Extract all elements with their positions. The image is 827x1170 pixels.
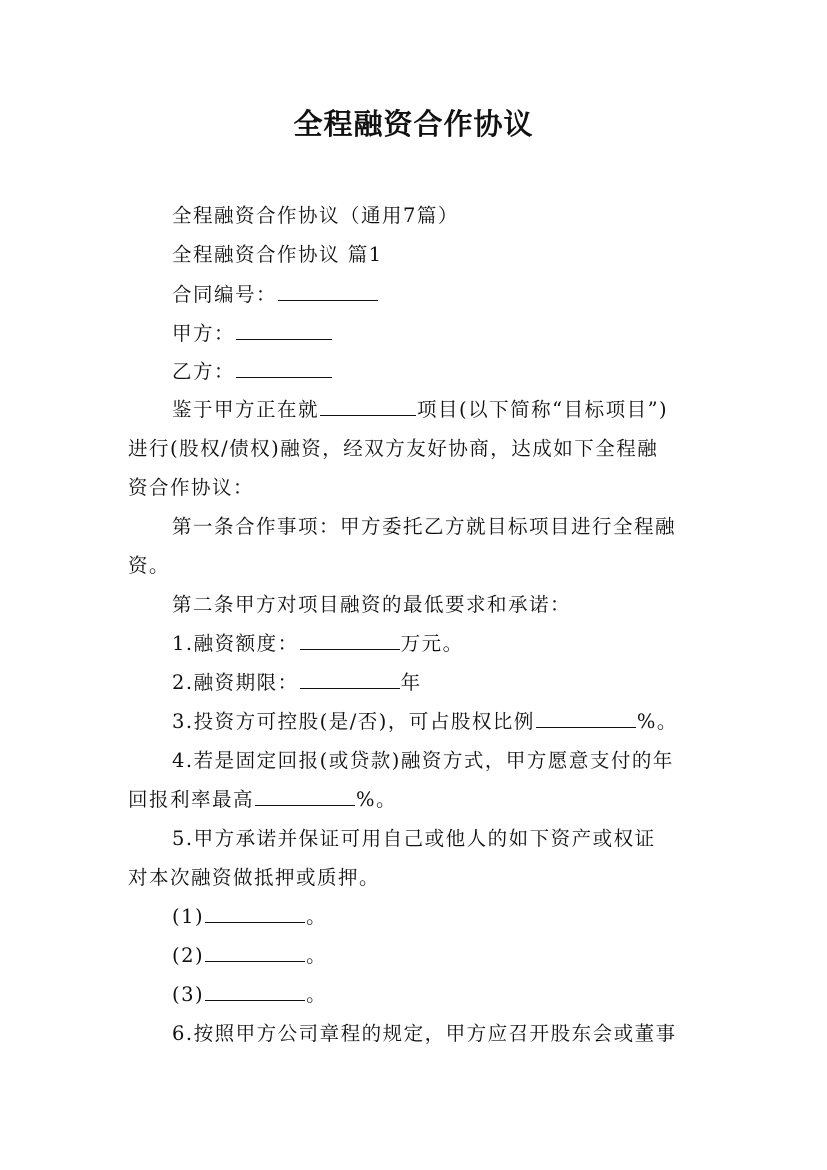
item-2-unit: 年	[400, 671, 422, 694]
contract-number-blank	[278, 281, 378, 302]
intro-text-b: 项目(以下简称“目标项目”)	[417, 398, 669, 421]
sub-item-3-label: (3)	[172, 983, 205, 1006]
sub-item-2-label: (2)	[172, 944, 205, 967]
interest-rate-blank	[255, 786, 355, 807]
sub-item-1-end: 。	[306, 905, 328, 928]
amount-blank	[300, 630, 400, 651]
document-subtitle: 全程融资合作协议（通用7篇）	[172, 204, 459, 227]
sub-item-1	[172, 901, 327, 929]
item-1-unit: 万元。	[400, 632, 464, 655]
intro-line-3: 资合作协议：	[128, 476, 255, 499]
article-1-line-1: 第一条合作事项：甲方委托乙方就目标项目进行全程融	[172, 515, 677, 538]
item-4-label: 回报利率最高	[128, 788, 255, 811]
item-4-line-2	[128, 784, 397, 812]
term-blank	[300, 669, 400, 690]
item-5-line-1: 5.甲方承诺并保证可用自己或他人的如下资产或权证	[172, 827, 656, 850]
sub-item-3-end: 。	[306, 983, 328, 1006]
intro-line-2: 进行(股权/债权)融资，经双方友好协商，达成如下全程融	[128, 437, 659, 460]
party-a-label: 甲方：	[172, 322, 236, 345]
contract-number-line	[172, 279, 379, 307]
sub-item-2-blank	[205, 942, 305, 963]
party-a-blank	[236, 320, 332, 341]
sub-item-2	[172, 940, 327, 968]
document-title: 全程融资合作协议	[293, 107, 534, 141]
sub-item-2-end: 。	[306, 944, 328, 967]
item-3-line	[172, 706, 678, 734]
intro-text-a: 鉴于甲方正在就	[172, 398, 320, 421]
item-6-line-1: 6.按照甲方公司章程的规定，甲方应召开股东会或董事	[172, 1022, 677, 1045]
item-4-unit: %。	[356, 788, 398, 811]
item-3-unit: %。	[636, 710, 678, 733]
article-1-line-2: 资。	[128, 554, 171, 577]
item-1-label: 1.融资额度：	[172, 632, 299, 655]
item-4-line-1: 4.若是固定回报(或贷款)融资方式，甲方愿意支付的年	[172, 749, 674, 772]
article-2-heading: 第二条甲方对项目融资的最低要求和承诺：	[172, 593, 572, 616]
party-a-line	[172, 318, 333, 346]
intro-line-1	[172, 394, 668, 422]
party-b-blank	[236, 358, 332, 379]
item-2-line	[172, 667, 422, 695]
contract-number-label: 合同编号：	[172, 283, 278, 306]
party-b-line	[172, 356, 333, 384]
sub-item-3-blank	[205, 981, 305, 1002]
section-heading: 全程融资合作协议 篇1	[172, 243, 383, 266]
sub-item-3	[172, 979, 327, 1007]
item-3-label: 3.投资方可控股(是/否)，可占股权比例	[172, 710, 535, 733]
item-5-line-2: 对本次融资做抵押或质押。	[128, 866, 381, 889]
project-blank	[320, 396, 416, 417]
sub-item-1-label: (1)	[172, 905, 205, 928]
party-b-label: 乙方：	[172, 360, 236, 383]
equity-ratio-blank	[536, 708, 636, 729]
item-2-label: 2.融资期限：	[172, 671, 299, 694]
item-1-line	[172, 628, 464, 656]
sub-item-1-blank	[205, 903, 305, 924]
